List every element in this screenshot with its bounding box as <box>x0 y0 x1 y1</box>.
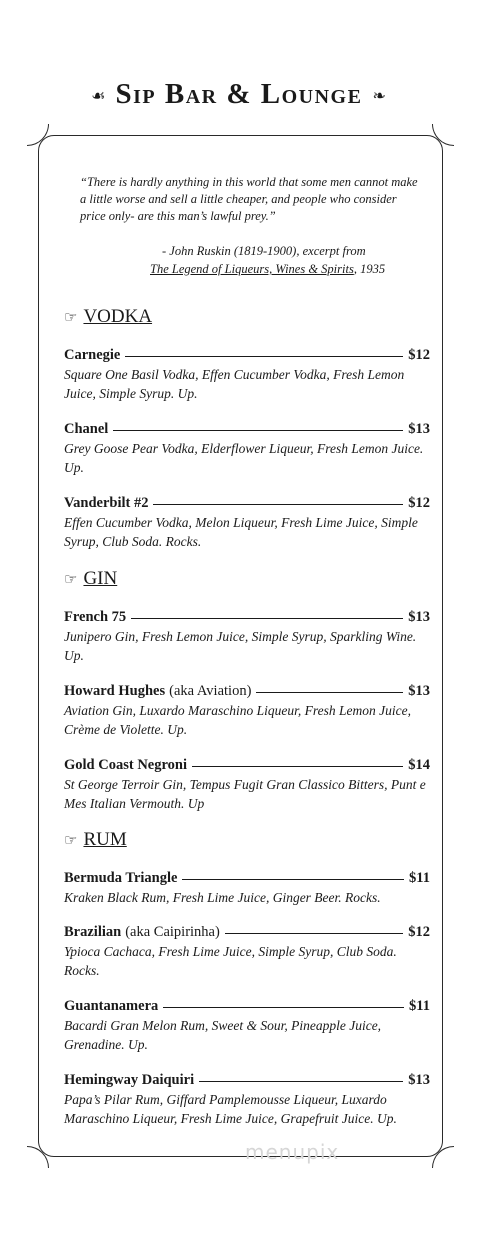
item-price: $13 <box>408 683 430 699</box>
item-price: $14 <box>408 757 430 773</box>
item-description: Grey Goose Pear Vodka, Elderflower Liqueur, Fresh Lemon Juice. Up. <box>64 441 424 475</box>
pointing-hand-icon: ☞ <box>64 572 78 588</box>
fleuron-left-icon: ☙ <box>91 88 106 106</box>
watermark: menupix <box>245 1140 340 1164</box>
epigraph-attribution <box>150 242 440 278</box>
menu-item <box>64 869 430 907</box>
page-title <box>0 78 477 111</box>
menu-item <box>64 494 430 551</box>
item-price: $12 <box>408 495 430 511</box>
item-description: Junipero Gin, Fresh Lemon Juice, Simple Syrup, Sparkling Wine. Up. <box>64 629 417 663</box>
leader-line <box>163 1007 404 1008</box>
item-price: $13 <box>408 1072 430 1088</box>
item-name: Howard Hughes <box>64 683 166 699</box>
leader-line <box>256 692 403 693</box>
fleuron-right-icon: ❧ <box>372 88 386 106</box>
section-heading-vodka <box>64 306 152 328</box>
item-price: $13 <box>408 421 430 437</box>
item-description: Kraken Black Rum, Fresh Lime Juice, Ginger Beer. Rocks. <box>64 890 381 905</box>
item-price: $11 <box>409 998 430 1014</box>
item-description: Papa’s Pilar Rum, Giffard Pamplemousse Liqueur, Luxardo Maraschino Liqueur, Fresh Lime Juice, Grapefruit Juice. Up. <box>64 1092 397 1126</box>
leader-line <box>113 430 403 431</box>
item-price: $13 <box>408 609 430 625</box>
pointing-hand-icon: ☞ <box>64 833 78 849</box>
pointing-hand-icon: ☞ <box>64 310 78 326</box>
item-price: $11 <box>409 870 430 886</box>
item-description: Ypioca Cachaca, Fresh Lime Juice, Simple Syrup, Club Soda. Rocks. <box>64 944 397 978</box>
item-description: St George Terroir Gin, Tempus Fugit Gran Classico Bitters, Punt e Mes Italian Vermouth. Up <box>64 777 426 811</box>
book-year: , 1935 <box>353 262 386 276</box>
section-title: VODKA <box>83 306 153 327</box>
leader-line <box>125 356 403 357</box>
book-title: The Legend of Liqueurs, Wines & Spirits <box>150 262 354 276</box>
epigraph-quote: “There is hardly anything in this world that some men cannot make a little worse and sell a little cheaper, and people who consider price only- are this man’s lawful prey.” <box>80 175 418 223</box>
menu-item <box>64 682 430 739</box>
item-name: Brazilian <box>64 924 122 940</box>
section-heading-rum <box>64 829 127 851</box>
item-name: Carnegie <box>64 347 121 363</box>
item-price: $12 <box>408 924 430 940</box>
menu-item <box>64 420 430 477</box>
item-name: Chanel <box>64 421 109 437</box>
item-alias: (aka Caipirinha) <box>125 924 220 940</box>
menu-item <box>64 346 430 403</box>
section-heading-gin <box>64 568 117 590</box>
leader-line <box>199 1081 403 1082</box>
leader-line <box>192 766 403 767</box>
frame-corner <box>432 1146 454 1168</box>
frame-corner <box>432 124 454 146</box>
leader-line <box>131 618 403 619</box>
author-line: - John Ruskin (1819-1900), excerpt from <box>162 244 366 258</box>
item-name: Bermuda Triangle <box>64 870 178 886</box>
item-price: $12 <box>408 347 430 363</box>
menu-item <box>64 997 430 1054</box>
item-description: Bacardi Gran Melon Rum, Sweet & Sour, Pineapple Juice, Grenadine. Up. <box>64 1018 382 1052</box>
section-title: GIN <box>83 568 118 589</box>
menu-item <box>64 756 430 813</box>
item-name: Vanderbilt #2 <box>64 495 149 511</box>
menu-item <box>64 1071 430 1128</box>
leader-line <box>153 504 403 505</box>
item-name: Gold Coast Negroni <box>64 757 187 773</box>
item-description: Aviation Gin, Luxardo Maraschino Liqueur, Fresh Lemon Juice, Crème de Violette. Up. <box>64 703 411 737</box>
bar-name: Sip Bar & Lounge <box>115 78 363 110</box>
leader-line <box>225 933 403 934</box>
leader-line <box>182 879 404 880</box>
item-name: Guantanamera <box>64 998 159 1014</box>
item-alias: (aka Aviation) <box>169 683 252 699</box>
menu-item <box>64 923 430 980</box>
item-description: Effen Cucumber Vodka, Melon Liqueur, Fresh Lime Juice, Simple Syrup, Club Soda. Rocks. <box>64 515 418 549</box>
menu-item <box>64 608 430 665</box>
item-name: Hemingway Daiquiri <box>64 1072 195 1088</box>
frame-corner <box>27 1146 49 1168</box>
frame-corner <box>27 124 49 146</box>
section-title: RUM <box>83 829 127 850</box>
item-name: French 75 <box>64 609 127 625</box>
item-description: Square One Basil Vodka, Effen Cucumber Vodka, Fresh Lemon Juice, Simple Syrup. Up. <box>64 367 405 401</box>
